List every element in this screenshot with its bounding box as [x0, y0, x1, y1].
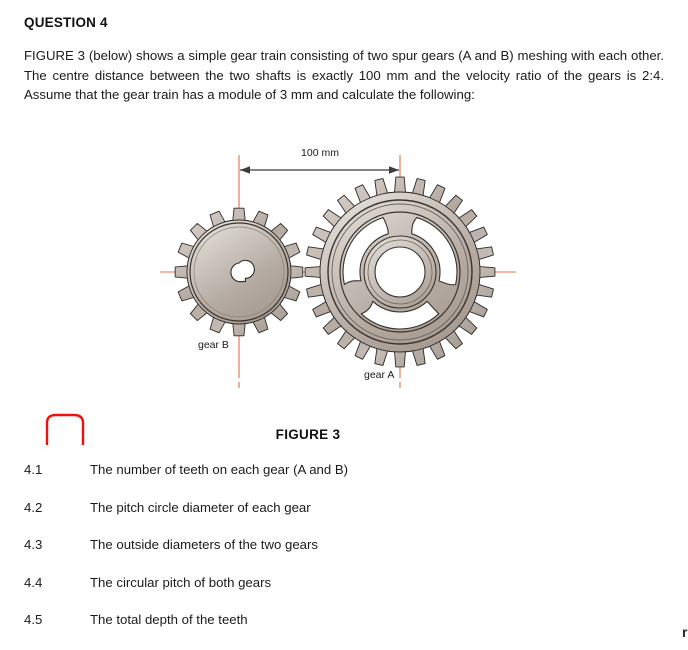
dimension-100mm	[240, 147, 399, 174]
gear-b-label: gear B	[198, 339, 229, 351]
question-text: The pitch circle diameter of each gear	[90, 499, 311, 515]
question-item	[0, 462, 688, 500]
question-number: 4.5	[24, 612, 43, 627]
gear-b	[175, 208, 303, 351]
question-text: The total depth of the teeth	[90, 612, 248, 627]
question-number: 4.2	[24, 499, 43, 515]
gear-a-bore	[375, 247, 425, 297]
question-text: The number of teeth on each gear (A and B)	[90, 462, 349, 477]
page-title: QUESTION 4	[24, 15, 108, 30]
gear-a	[305, 177, 495, 381]
question-number: 4.1	[24, 462, 43, 477]
clipped-edge-glyph: r	[682, 624, 688, 640]
question-item	[0, 500, 688, 538]
question-item	[0, 575, 688, 613]
figure-caption: FIGURE 3	[275, 427, 341, 442]
gear-train-svg	[0, 138, 688, 396]
arrow-head-left	[240, 166, 250, 174]
question-number: 4.3	[24, 537, 43, 552]
question-item	[0, 612, 688, 650]
question-text: The circular pitch of both gears	[90, 574, 272, 590]
arrow-head-right	[389, 166, 399, 174]
question-text: The outside diameters of the two gears	[90, 537, 318, 552]
question-item	[0, 537, 688, 575]
question-number: 4.4	[24, 574, 43, 590]
intro-paragraph: FIGURE 3 (below) shows a simple gear train consisting of two spur gears (A and B) meshing with each other. The centre distance between the two shafts is exactly 100 mm and the velocity ratio of the gears is 2:4. Assume that the gear train has a module of 3 mm and calculate the following:	[24, 48, 664, 103]
question-list	[0, 462, 688, 650]
gear-a-label: gear A	[364, 369, 395, 381]
figure-3-illustration	[0, 138, 688, 396]
dimension-label: 100 mm	[301, 147, 339, 159]
